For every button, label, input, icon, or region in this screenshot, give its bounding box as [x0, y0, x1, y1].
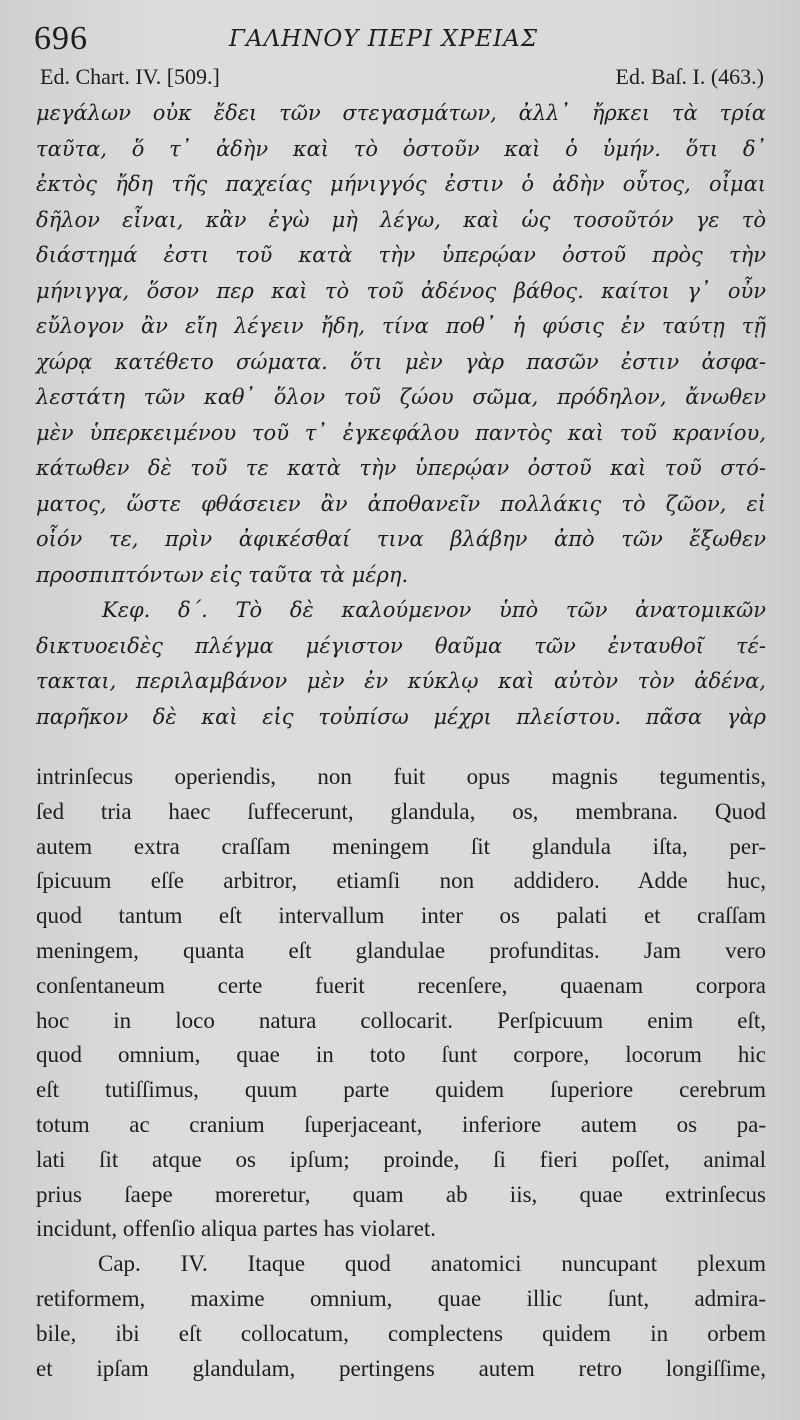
greek-line: μεγάλων οὐκ ἔδει τῶν στεγασμάτων, ἀλλ᾽ ἤρκει τὰ τρία: [36, 101, 766, 125]
latin-line: bile, ibi eſt collocatum, complectens quidem in orbem: [36, 1320, 766, 1346]
greek-line: προσπιπτόντων εἰς ταῦτα τὰ μέρη.: [36, 562, 409, 587]
greek-line: διάστημά ἐστι τοῦ κατὰ τὴν ὑπερῴαν ὀστοῦ πρὸς τὴν: [36, 243, 766, 267]
greek-line: τακται, περιλαμβάνον μὲν ἐν κύκλῳ καὶ αὐτὸν τὸν ἀδένα,: [36, 669, 766, 693]
greek-line: παρῆκον δὲ καὶ εἰς τοὐπίσω μέχρι πλείστου. πᾶσα γὰρ: [36, 704, 766, 729]
latin-line: quod tantum eſt intervallum inter os palati et craſſam: [36, 903, 766, 929]
latin-chapter-heading-line: Cap. IV. Itaque quod anatomici nuncupant plexum: [98, 1251, 766, 1277]
latin-line: incidunt, offenſio aliqua partes has violaret.: [36, 1216, 437, 1242]
greek-line: κάτωθεν δὲ τοῦ τε κατὰ τὴν ὑπερῴαν ὀστοῦ καὶ τοῦ στό-: [36, 456, 766, 480]
greek-line: λεστάτη τῶν καθ᾽ ὅλον τοῦ ζώου σῶμα, πρόδηλον, ἄνωθεν: [36, 385, 766, 409]
greek-line: εὔλογον ἂν εἴη λέγειν ἤδη, τίνα ποθ᾽ ἡ φύσις ἐν ταύτῃ τῇ: [36, 314, 766, 338]
greek-line: ταῦτα, ὅ τ᾽ ἀδὴν καὶ τὸ ὀστοῦν καὶ ὁ ὑμήν. ὅτι δ᾽: [36, 136, 766, 161]
latin-text-block: [36, 760, 766, 1386]
greek-text-block: [36, 96, 766, 735]
greek-chapter-heading-line: Κεφ. δ΄. Τὸ δὲ καλούμενον ὑπὸ τῶν ἀνατομικῶν: [102, 598, 766, 622]
greek-line: οἷόν τε, πρὶν ἀφικέσθαί τινα βλάβην ἀπὸ τῶν ἔξωθεν: [36, 527, 766, 551]
greek-line: ματος, ὥστε φθάσειεν ἂν ἀποθανεῖν πολλάκις τὸ ζῶον, εἰ: [36, 491, 766, 516]
latin-line: et ipſam glandulam, pertingens autem retro longiſſime,: [36, 1355, 766, 1381]
latin-line: hoc in loco natura collocarit. Perſpicuum enim eſt,: [36, 1007, 766, 1033]
page-number: 696: [34, 20, 88, 57]
running-title: ΓΑΛΗΝΟΥ ΠΕΡΙ ΧΡΕΙΑΣ: [229, 26, 539, 52]
latin-line: prius ſaepe moreretur, quam ab iis, quae extrinſecus: [36, 1181, 766, 1207]
greek-line: μήνιγγα, ὅσον περ καὶ τὸ τοῦ ἀδένος βάθος. καίτοι γ᾽ οὖν: [36, 278, 766, 303]
latin-line: eſt tutiſſimus, quum parte quidem ſuperiore cerebrum: [36, 1077, 766, 1103]
latin-line: retiformem, maxime omnium, quae illic ſunt, admira-: [36, 1285, 766, 1311]
latin-line: ſed tria haec ſuffecerunt, glandula, os, membrana. Quod: [36, 798, 766, 824]
page-header: [34, 20, 770, 60]
latin-line: meningem, quanta eſt glandulae profunditas. Jam vero: [36, 937, 766, 963]
edition-reference-basel: Ed. Baſ. I. (463.): [615, 64, 764, 89]
latin-line: conſentaneum certe fuerit recenſere, quaenam corpora: [36, 972, 766, 998]
latin-line: intrinſecus operiendis, non fuit opus magnis tegumentis,: [36, 764, 766, 789]
latin-line: autem extra craſſam meningem ſit glandula iſta, per-: [36, 833, 766, 859]
greek-line: μὲν ὑπερκειμένου τοῦ τ᾽ ἐγκεφάλου παντὸς καὶ τοῦ κρανίου,: [36, 420, 766, 445]
edition-reference-chartier: Ed. Chart. IV. [509.]: [40, 64, 220, 89]
greek-line: χώρᾳ κατέθετο σώματα. ὅτι μὲν γὰρ πασῶν ἐστιν ἀσφα-: [36, 349, 766, 374]
greek-line: ἐκτὸς ἤδη τῆς παχείας μήνιγγός ἐστιν ὁ ἀδὴν οὗτος, οἶμαι: [36, 172, 766, 196]
greek-line: δικτυοειδὲς πλέγμα μέγιστον θαῦμα τῶν ἐνταυθοῖ τέ-: [36, 633, 766, 658]
latin-line: lati ſit atque os ipſum; proinde, ſi fieri poſſet, animal: [36, 1146, 766, 1172]
greek-line: δῆλον εἶναι, κἂν ἐγὼ μὴ λέγω, καὶ ὡς τοσοῦτόν γε τὸ: [36, 207, 766, 232]
latin-line: totum ac cranium ſuperjaceant, inferiore autem os pa-: [36, 1111, 766, 1137]
latin-line: quod omnium, quae in toto ſunt corpore, locorum hic: [36, 1042, 766, 1068]
latin-line: ſpicuum eſſe arbitror, etiamſi non addidero. Adde huc,: [36, 868, 766, 894]
